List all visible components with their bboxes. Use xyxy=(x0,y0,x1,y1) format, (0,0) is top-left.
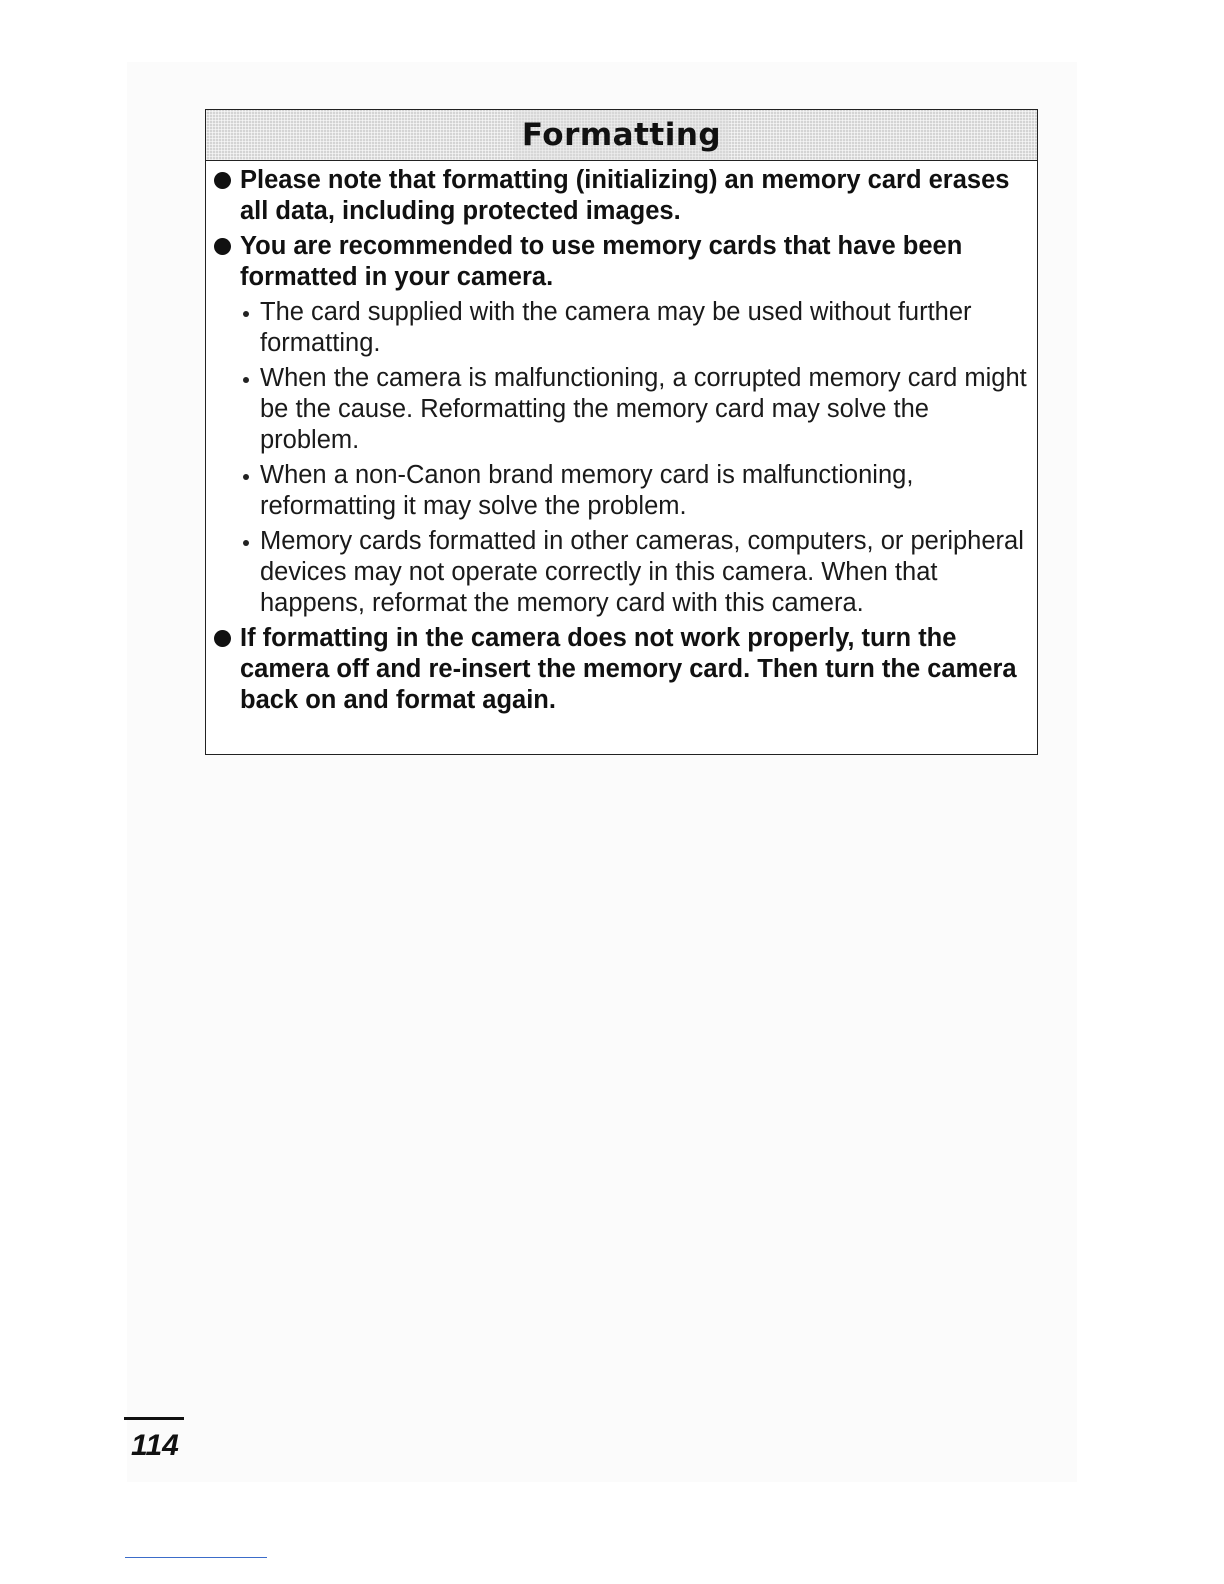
formatting-note-box xyxy=(205,109,1038,755)
bullet-dot-icon xyxy=(214,238,231,255)
small-bullet-icon xyxy=(243,540,249,546)
main-bullet-item xyxy=(212,165,1029,227)
sub-bullet-text: When the camera is malfunctioning, a corrupted memory card might be the cause. Reformatting the memory card may solve the problem. xyxy=(260,364,1027,454)
sub-bullet-text: Memory cards formatted in other cameras, computers, or peripheral devices may not operate correctly in this camera. When that happens, reformat the memory card with this camera. xyxy=(260,527,1024,617)
main-bullet-text: Please note that formatting (initializing) an memory card erases all data, including protected images. xyxy=(240,166,1010,225)
page-number: 114 xyxy=(131,1429,179,1462)
main-bullet-text: You are recommended to use memory cards that have been formatted in your camera. xyxy=(240,232,963,291)
small-bullet-icon xyxy=(243,311,249,317)
page-number-rule xyxy=(124,1417,184,1420)
sub-bullet-item xyxy=(240,526,1029,619)
sub-bullet-item xyxy=(240,460,1029,522)
sub-bullet-text: When a non-Canon brand memory card is malfunctioning, reformatting it may solve the problem. xyxy=(260,461,914,520)
bullet-dot-icon xyxy=(214,630,231,647)
sub-bullet-list xyxy=(212,297,1029,619)
small-bullet-icon xyxy=(243,474,249,480)
sub-bullet-item xyxy=(240,363,1029,456)
sub-bullet-text: The card supplied with the camera may be used without further formatting. xyxy=(260,298,972,357)
box-header xyxy=(206,110,1037,161)
box-body xyxy=(206,161,1037,716)
small-bullet-icon xyxy=(243,377,249,383)
bottom-divider xyxy=(125,1557,267,1558)
sub-bullet-item xyxy=(240,297,1029,359)
main-bullet-item xyxy=(212,623,1029,716)
section-title: Formatting xyxy=(514,110,729,160)
main-bullet-item xyxy=(212,231,1029,293)
bullet-dot-icon xyxy=(214,172,231,189)
main-bullet-text: If formatting in the camera does not work properly, turn the camera off and re-insert the memory card. Then turn the camera back on and format again. xyxy=(240,624,1017,714)
